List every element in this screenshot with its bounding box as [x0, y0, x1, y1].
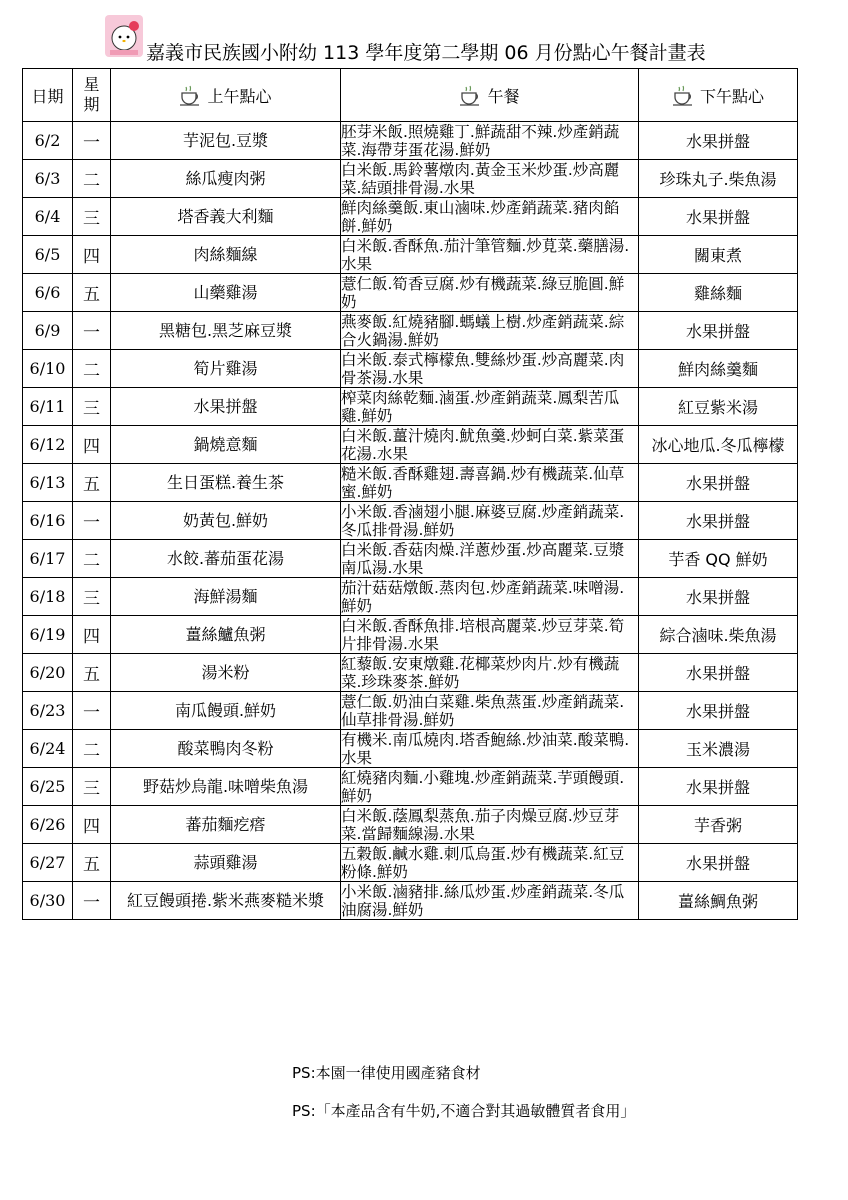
- pm-snack-cell: 芋香粥: [639, 806, 798, 844]
- weekday-cell: 三: [73, 578, 111, 616]
- weekday-cell: 四: [73, 236, 111, 274]
- pm-snack-cell: 玉米濃湯: [639, 730, 798, 768]
- lunch-cell: 薏仁飯.奶油白菜雞.柴魚蒸蛋.炒產銷蔬菜.仙草排骨湯.鮮奶: [341, 692, 639, 730]
- am-snack-cell: 薑絲鱸魚粥: [111, 616, 341, 654]
- lunch-cell: 鮮肉絲羹飯.東山滷味.炒產銷蔬菜.豬肉餡餅.鮮奶: [341, 198, 639, 236]
- date-cell: 6/6: [23, 274, 73, 312]
- pm-snack-cell: 關東煮: [639, 236, 798, 274]
- pm-snack-cell: 鮮肉絲羹麵: [639, 350, 798, 388]
- table-row: [23, 426, 798, 464]
- weekday-cell: 五: [73, 274, 111, 312]
- lunch-cell: 白米飯.香酥魚排.培根高麗菜.炒豆芽菜.筍片排骨湯.水果: [341, 616, 639, 654]
- pm-snack-cell: 水果拼盤: [639, 768, 798, 806]
- table-row: [23, 502, 798, 540]
- am-snack-cell: 筍片雞湯: [111, 350, 341, 388]
- am-snack-cell: 塔香義大利麵: [111, 198, 341, 236]
- header-pm-snack: [639, 69, 798, 122]
- date-cell: 6/24: [23, 730, 73, 768]
- table-row: [23, 844, 798, 882]
- am-snack-cell: 酸菜鴨肉冬粉: [111, 730, 341, 768]
- lunch-cell: 紅藜飯.安東燉雞.花椰菜炒肉片.炒有機蔬菜.珍珠麥茶.鮮奶: [341, 654, 639, 692]
- pm-snack-cell: 水果拼盤: [639, 312, 798, 350]
- am-snack-cell: 南瓜饅頭.鮮奶: [111, 692, 341, 730]
- table-row: [23, 806, 798, 844]
- weekday-cell: 四: [73, 426, 111, 464]
- table-row: [23, 198, 798, 236]
- menu-table-body: [23, 122, 798, 920]
- pm-snack-cell: 冰心地瓜.冬瓜檸檬: [639, 426, 798, 464]
- lunch-cell: 白米飯.薑汁燒肉.魷魚羹.炒蚵白菜.紫菜蛋花湯.水果: [341, 426, 639, 464]
- lunch-cell: 紅燒豬肉麵.小雞塊.炒產銷蔬菜.芋頭饅頭.鮮奶: [341, 768, 639, 806]
- date-cell: 6/20: [23, 654, 73, 692]
- pm-snack-cell: 芋香 QQ 鮮奶: [639, 540, 798, 578]
- weekday-cell: 二: [73, 350, 111, 388]
- date-cell: 6/19: [23, 616, 73, 654]
- lunch-cell: 白米飯.泰式檸檬魚.雙絲炒蛋.炒高麗菜.肉骨茶湯.水果: [341, 350, 639, 388]
- header-lunch: [341, 69, 639, 122]
- am-snack-cell: 紅豆饅頭捲.紫米燕麥糙米漿: [111, 882, 341, 920]
- lunch-cell: 小米飯.滷豬排.絲瓜炒蛋.炒產銷蔬菜.冬瓜油腐湯.鮮奶: [341, 882, 639, 920]
- pm-snack-cell: 薑絲鯛魚粥: [639, 882, 798, 920]
- pm-snack-cell: 珍珠丸子.柴魚湯: [639, 160, 798, 198]
- am-snack-cell: 黑糖包.黑芝麻豆漿: [111, 312, 341, 350]
- table-row: [23, 882, 798, 920]
- table-row: [23, 692, 798, 730]
- am-snack-cell: 奶黃包.鮮奶: [111, 502, 341, 540]
- page-title: 嘉義市民族國小附幼 113 學年度第二學期 06 月份點心午餐計畫表: [146, 42, 706, 64]
- date-cell: 6/2: [23, 122, 73, 160]
- teacup-icon: [672, 84, 696, 106]
- pm-snack-cell: 水果拼盤: [639, 122, 798, 160]
- weekday-cell: 一: [73, 882, 111, 920]
- weekday-cell: 一: [73, 692, 111, 730]
- date-cell: 6/10: [23, 350, 73, 388]
- am-snack-cell: 蒜頭雞湯: [111, 844, 341, 882]
- table-row: [23, 730, 798, 768]
- date-cell: 6/30: [23, 882, 73, 920]
- date-cell: 6/18: [23, 578, 73, 616]
- date-cell: 6/13: [23, 464, 73, 502]
- date-cell: 6/27: [23, 844, 73, 882]
- am-snack-cell: 海鮮湯麵: [111, 578, 341, 616]
- note-pork-origin: PS:本園一律使用國產豬食材: [292, 1064, 481, 1082]
- table-row: [23, 388, 798, 426]
- weekday-cell: 二: [73, 540, 111, 578]
- am-snack-cell: 蕃茄麵疙瘩: [111, 806, 341, 844]
- header-weekday-text: 星 期: [83, 75, 100, 114]
- am-snack-cell: 絲瓜瘦肉粥: [111, 160, 341, 198]
- pm-snack-cell: 水果拼盤: [639, 692, 798, 730]
- date-cell: 6/3: [23, 160, 73, 198]
- date-cell: 6/9: [23, 312, 73, 350]
- date-cell: 6/11: [23, 388, 73, 426]
- pm-snack-cell: 水果拼盤: [639, 502, 798, 540]
- header-pm-snack-label: 下午點心: [699, 86, 764, 106]
- weekday-cell: 二: [73, 730, 111, 768]
- table-row: [23, 464, 798, 502]
- lunch-cell: 白米飯.香菇肉燥.洋蔥炒蛋.炒高麗菜.豆漿南瓜湯.水果: [341, 540, 639, 578]
- table-row: [23, 160, 798, 198]
- weekday-cell: 五: [73, 464, 111, 502]
- am-snack-cell: 肉絲麵線: [111, 236, 341, 274]
- pm-snack-cell: 水果拼盤: [639, 464, 798, 502]
- lunch-cell: 薏仁飯.筍香豆腐.炒有機蔬菜.綠豆脆圓.鮮奶: [341, 274, 639, 312]
- weekday-cell: 三: [73, 198, 111, 236]
- am-snack-cell: 水餃.蕃茄蛋花湯: [111, 540, 341, 578]
- weekday-cell: 一: [73, 122, 111, 160]
- weekday-cell: 一: [73, 312, 111, 350]
- table-row: [23, 274, 798, 312]
- date-cell: 6/26: [23, 806, 73, 844]
- weekday-cell: 四: [73, 616, 111, 654]
- lunch-cell: 白米飯.香酥魚.茄汁筆管麵.炒莧菜.藥膳湯.水果: [341, 236, 639, 274]
- weekday-cell: 三: [73, 768, 111, 806]
- table-row: [23, 768, 798, 806]
- pm-snack-cell: 紅豆紫米湯: [639, 388, 798, 426]
- table-row: [23, 122, 798, 160]
- pm-snack-cell: 水果拼盤: [639, 198, 798, 236]
- teacup-icon: [179, 84, 203, 106]
- date-cell: 6/16: [23, 502, 73, 540]
- am-snack-cell: 湯米粉: [111, 654, 341, 692]
- lunch-cell: 燕麥飯.紅燒豬腳.螞蟻上樹.炒產銷蔬菜.綜合火鍋湯.鮮奶: [341, 312, 639, 350]
- date-cell: 6/5: [23, 236, 73, 274]
- am-snack-cell: 鍋燒意麵: [111, 426, 341, 464]
- lunch-cell: 白米飯.馬鈴薯燉肉.黃金玉米炒蛋.炒高麗菜.結頭排骨湯.水果: [341, 160, 639, 198]
- header-am-snack: [111, 69, 341, 122]
- table-row: [23, 540, 798, 578]
- date-cell: 6/25: [23, 768, 73, 806]
- note-milk-allergy: PS:「本產品含有牛奶,不適合對其過敏體質者食用」: [292, 1102, 636, 1120]
- table-row: [23, 578, 798, 616]
- table-row: [23, 654, 798, 692]
- lunch-cell: 糙米飯.香酥雞翅.壽喜鍋.炒有機蔬菜.仙草蜜.鮮奶: [341, 464, 639, 502]
- table-row: [23, 236, 798, 274]
- date-cell: 6/4: [23, 198, 73, 236]
- weekday-cell: 四: [73, 806, 111, 844]
- lunch-cell: 胚芽米飯.照燒雞丁.鮮蔬甜不辣.炒產銷蔬菜.海帶芽蛋花湯.鮮奶: [341, 122, 639, 160]
- date-cell: 6/23: [23, 692, 73, 730]
- pm-snack-cell: 水果拼盤: [639, 844, 798, 882]
- table-row: [23, 312, 798, 350]
- title-area: [104, 14, 824, 62]
- am-snack-cell: 山藥雞湯: [111, 274, 341, 312]
- menu-table: [22, 68, 798, 920]
- am-snack-cell: 芋泥包.豆漿: [111, 122, 341, 160]
- teacup-icon: [459, 84, 483, 106]
- am-snack-cell: 野菇炒烏龍.味噌柴魚湯: [111, 768, 341, 806]
- lunch-cell: 茄汁菇菇燉飯.蒸肉包.炒產銷蔬菜.味噌湯.鮮奶: [341, 578, 639, 616]
- hello-kitty-logo-icon: [104, 14, 144, 58]
- lunch-cell: 小米飯.香滷翅小腿.麻婆豆腐.炒產銷蔬菜.冬瓜排骨湯.鮮奶: [341, 502, 639, 540]
- pm-snack-cell: 水果拼盤: [639, 578, 798, 616]
- table-header-row: [23, 69, 798, 122]
- weekday-cell: 五: [73, 654, 111, 692]
- weekday-cell: 三: [73, 388, 111, 426]
- weekday-cell: 二: [73, 160, 111, 198]
- lunch-cell: 五穀飯.鹹水雞.刺瓜烏蛋.炒有機蔬菜.紅豆粉條.鮮奶: [341, 844, 639, 882]
- lunch-cell: 白米飯.蔭鳳梨蒸魚.茄子肉燥豆腐.炒豆芽菜.當歸麵線湯.水果: [341, 806, 639, 844]
- header-am-snack-label: 上午點心: [207, 86, 272, 106]
- header-weekday: [73, 69, 111, 122]
- lunch-cell: 榨菜肉絲乾麵.滷蛋.炒產銷蔬菜.鳳梨苦瓜雞.鮮奶: [341, 388, 639, 426]
- am-snack-cell: 生日蛋糕.養生茶: [111, 464, 341, 502]
- pm-snack-cell: 水果拼盤: [639, 654, 798, 692]
- date-cell: 6/17: [23, 540, 73, 578]
- weekday-cell: 一: [73, 502, 111, 540]
- pm-snack-cell: 雞絲麵: [639, 274, 798, 312]
- table-row: [23, 350, 798, 388]
- pm-snack-cell: 綜合滷味.柴魚湯: [639, 616, 798, 654]
- header-lunch-label: 午餐: [487, 86, 520, 106]
- date-cell: 6/12: [23, 426, 73, 464]
- table-row: [23, 616, 798, 654]
- weekday-cell: 五: [73, 844, 111, 882]
- am-snack-cell: 水果拼盤: [111, 388, 341, 426]
- lunch-cell: 有機米.南瓜燒肉.塔香鮑絲.炒油菜.酸菜鴨.水果: [341, 730, 639, 768]
- header-date: 日期: [23, 69, 73, 122]
